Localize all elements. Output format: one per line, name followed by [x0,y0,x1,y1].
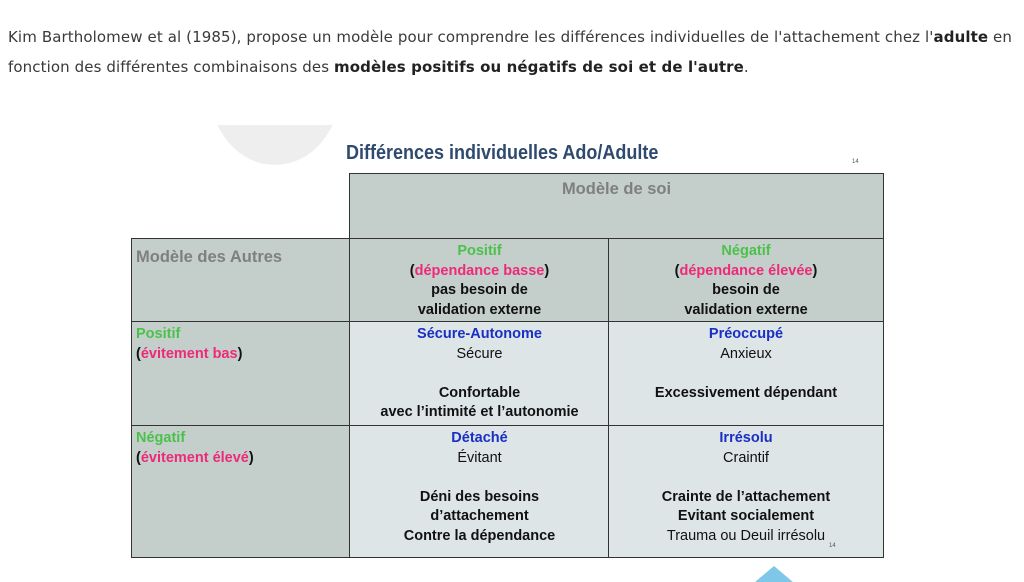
self-model-label: Modèle de soi [561,180,672,198]
column-header-positive [349,238,610,323]
paren-open: ( [674,262,680,279]
unresolved-title: Irrésolu [719,430,773,446]
row-header-negative [131,425,351,558]
paren-open: ( [136,449,141,466]
column-positive-label: Positif [457,243,502,259]
slide-page-number: 14 [852,159,859,165]
cell-detache [349,425,610,558]
row-positive-label: Positif [136,326,181,342]
paren-open: ( [409,262,415,279]
slide-image [130,125,900,582]
intro-text-2: en fonction des différentes combinaisons des [8,28,1012,76]
row-negative-label: Négatif [136,430,186,446]
detached-title: Détaché [451,430,508,446]
column-positive-line1: pas besoin de [431,282,528,298]
cell-preoccupe [608,321,884,427]
paren-close: ) [248,449,254,466]
detached-line3: Contre la dépendance [403,527,556,544]
detached-line2: d’attachement [430,508,529,524]
preoccupied-line1: Excessivement dépendant [654,384,838,401]
cell-irresolu [608,425,884,558]
evitement-bas: évitement bas [140,345,238,362]
unresolved-subtitle: Craintif [723,449,769,466]
paren-close: ) [812,262,818,279]
detached-line1: Déni des besoins [419,488,540,505]
secure-line2: avec l’intimité et l’autonomie [380,404,579,420]
evitement-eleve: évitement élevé [140,449,249,466]
column-negative-line2: validation externe [684,301,808,318]
unresolved-line2: Evitant socialement [677,508,815,524]
paren-open: ( [136,345,141,362]
intro-text-1: Kim Bartholomew et al (1985), propose un modèle pour comprendre les différences individuelles de l'attachement chez l' [8,28,934,46]
preoccupied-subtitle: Anxieux [720,345,772,362]
secure-title: Sécure-Autonome [417,326,542,342]
paren-close: ) [237,345,243,362]
detached-subtitle: Évitant [457,449,502,466]
column-negative-label: Négatif [721,243,771,259]
decorative-arc [210,125,340,165]
self-model-header [349,173,884,240]
intro-paragraph [8,22,1012,82]
secure-subtitle: Sécure [456,345,503,362]
intro-bold-models: modèles positifs ou négatifs de soi et de l'autre [334,58,744,76]
dependance-basse: dépendance basse [414,262,545,279]
column-header-negative [608,238,884,323]
column-positive-line2: validation externe [417,301,542,318]
intro-text-3: . [743,58,749,76]
decorative-triangle [748,566,800,582]
dependance-elevee: dépendance élevée [679,262,813,279]
paren-close: ) [544,262,550,279]
unresolved-line3: Trauma ou Deuil irrésolu [666,527,826,544]
cell-secure-autonome [349,321,610,427]
row-header-positive [131,321,351,427]
slide-page-number-bottom: 14 [829,543,836,549]
column-negative-line1: besoin de [712,282,780,298]
slide-title: Différences individuelles Ado/Adulte [346,142,659,164]
others-model-header [131,238,351,323]
secure-line1: Confortable [438,384,521,401]
others-model-label: Modèle des Autres [136,248,283,266]
preoccupied-title: Préoccupé [708,326,784,342]
unresolved-line1: Crainte de l’attachement [661,488,831,505]
intro-bold-adulte: adulte [933,28,989,46]
